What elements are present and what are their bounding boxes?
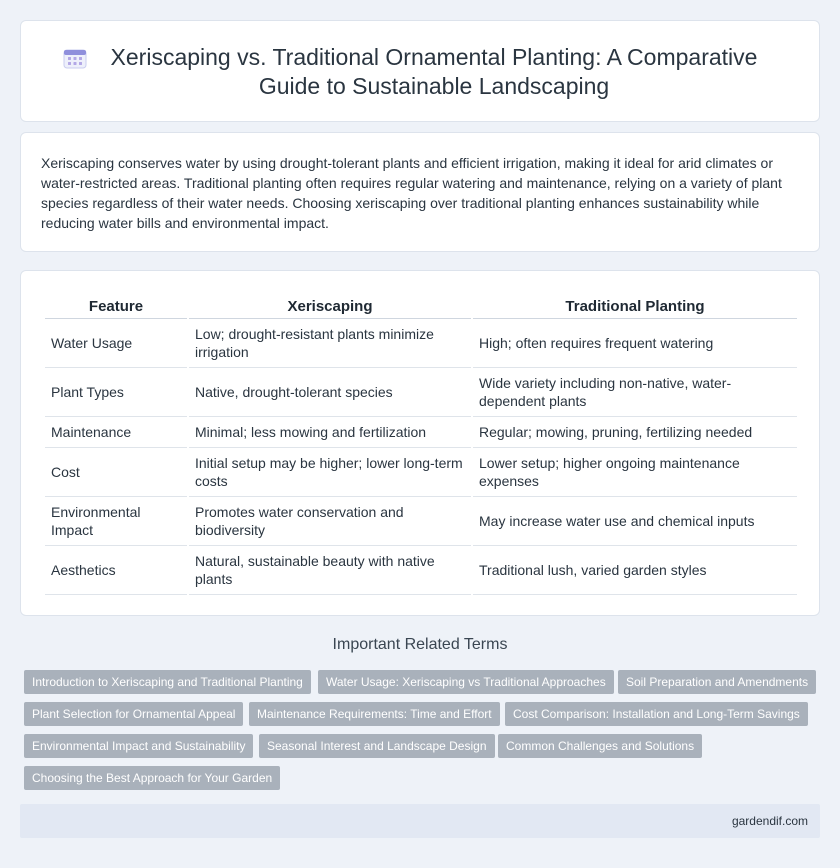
related-term-tag[interactable]: Soil Preparation and Amendments (618, 670, 816, 694)
related-term-tag[interactable]: Water Usage: Xeriscaping vs Traditional Approaches (318, 670, 614, 694)
related-term-tag[interactable]: Maintenance Requirements: Time and Effort (249, 702, 500, 726)
table-cell: Native, drought-tolerant species (189, 368, 471, 417)
comparison-table (43, 291, 799, 595)
table-cell: Initial setup may be higher; lower long-term costs (189, 448, 471, 497)
related-term-tag[interactable]: Choosing the Best Approach for Your Garden (24, 766, 280, 790)
table-row (45, 497, 797, 546)
related-term-tag[interactable]: Environmental Impact and Sustainability (24, 734, 253, 758)
table-cell: Traditional lush, varied garden styles (473, 546, 797, 595)
column-header-feature: Feature (45, 291, 187, 319)
page-title: Xeriscaping vs. Traditional Ornamental Planting: A Comparative Guide to Sustainable Landscaping (110, 44, 758, 99)
table-cell: Low; drought-resistant plants minimize irrigation (189, 319, 471, 368)
table-row (45, 448, 797, 497)
column-header-xeriscaping: Xeriscaping (189, 291, 471, 319)
table-cell: May increase water use and chemical inputs (473, 497, 797, 546)
table-row (45, 546, 797, 595)
intro-paragraph: Xeriscaping conserves water by using drought-tolerant plants and efficient irrigation, making it ideal for arid climates or water-restricted areas. Traditional planting often requires regular watering and maintenance, relying on a variety of plant species regardless of their water needs. Choosing xeriscaping over traditional planting enhances sustainability while reducing water bills and environmental impact. (41, 155, 782, 231)
column-header-traditional: Traditional Planting (473, 291, 797, 319)
table-row (45, 368, 797, 417)
related-term-tag[interactable]: Introduction to Xeriscaping and Traditional Planting (24, 670, 311, 694)
intro-card (20, 132, 820, 252)
related-term-tag[interactable]: Cost Comparison: Installation and Long-Term Savings (505, 702, 808, 726)
comparison-card (20, 270, 820, 616)
table-row (45, 319, 797, 368)
table-cell: Regular; mowing, pruning, fertilizing needed (473, 417, 797, 448)
table-cell: Minimal; less mowing and fertilization (189, 417, 471, 448)
table-cell: Wide variety including non-native, water-dependent plants (473, 368, 797, 417)
footer (20, 804, 820, 838)
related-term-tag[interactable]: Common Challenges and Solutions (498, 734, 702, 758)
related-term-tag[interactable]: Seasonal Interest and Landscape Design (259, 734, 495, 758)
table-cell: Maintenance (45, 417, 187, 448)
table-cell: High; often requires frequent watering (473, 319, 797, 368)
table-cell: Cost (45, 448, 187, 497)
table-header-row (45, 291, 797, 319)
related-terms-heading: Important Related Terms (332, 636, 508, 653)
table-row (45, 417, 797, 448)
title-card (20, 20, 820, 122)
table-cell: Water Usage (45, 319, 187, 368)
table-cell: Lower setup; higher ongoing maintenance expenses (473, 448, 797, 497)
table-cell: Aesthetics (45, 546, 187, 595)
table-cell: Plant Types (45, 368, 187, 417)
table-cell: Environmental Impact (45, 497, 187, 546)
table-cell: Natural, sustainable beauty with native plants (189, 546, 471, 595)
table-cell: Promotes water conservation and biodiversity (189, 497, 471, 546)
footer-site-link[interactable]: gardendif.com (731, 814, 808, 828)
related-term-tag[interactable]: Plant Selection for Ornamental Appeal (24, 702, 243, 726)
